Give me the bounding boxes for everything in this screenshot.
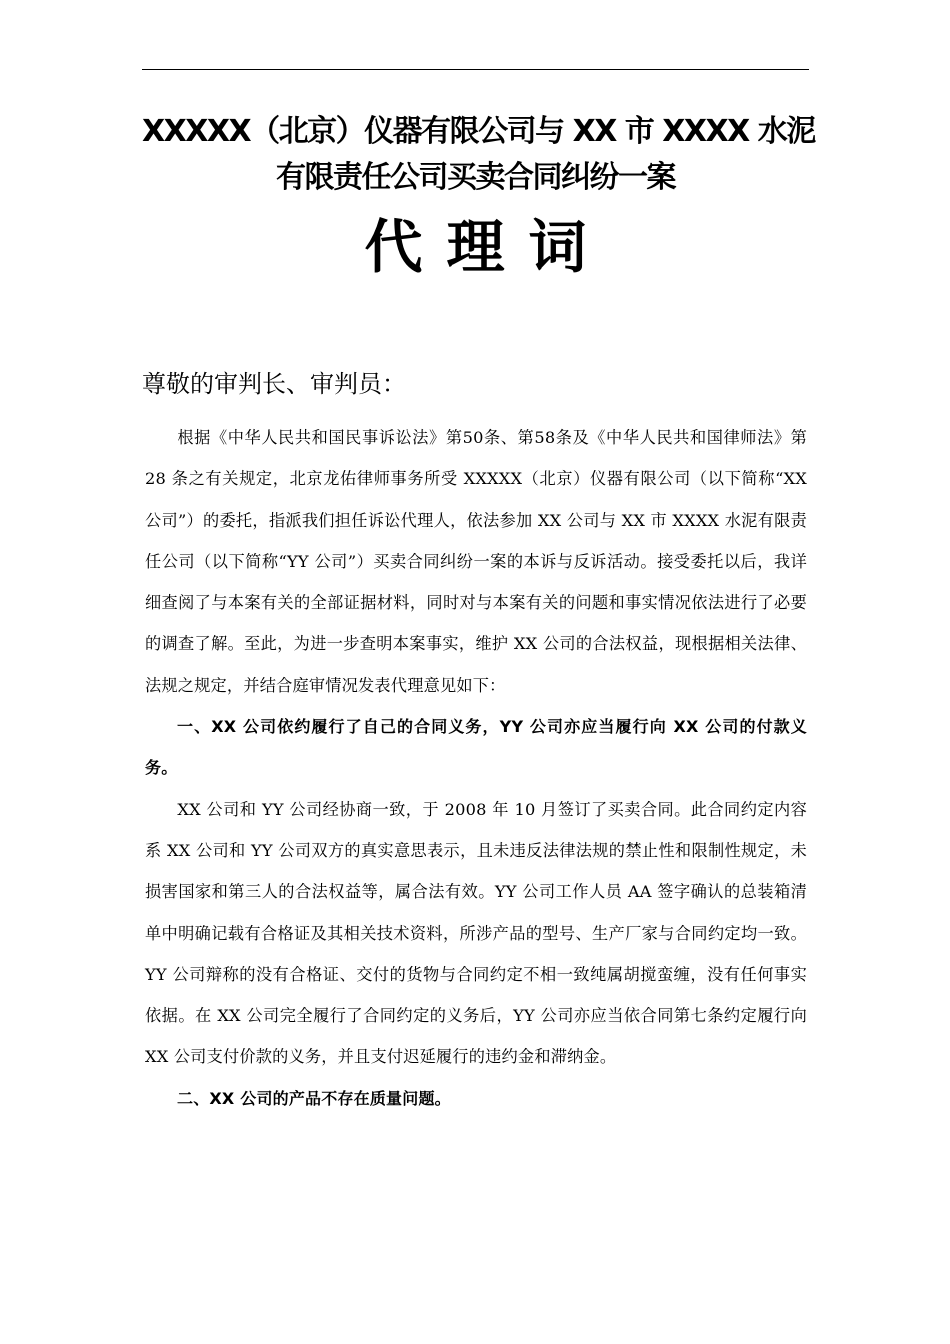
- case-title-line-1: XXXXX（北京）仪器有限公司与 XX 市 XXXX 水泥: [142, 114, 815, 149]
- salutation: 尊敬的审判长、审判员：: [142, 370, 406, 398]
- header-rule: [142, 69, 809, 70]
- paragraph-intro: 根据《中华人民共和国民事诉讼法》第50条、第58条及《中华人民共和国律师法》第 28 条之有关规定，北京龙佑律师事务所受 XXXXX（北京）仪器有限公司（以下简称“XX 公司”）的委托，指派我们担任诉讼代理人，依法参加 XX 公司与 XX 市 XXXX 水泥有限责任公司（以下简称“YY 公司”）买卖合同纠纷一案的本诉与反诉活动。接受委托以后，我详细查阅了与本案有关的全部证据材料，同时对与本案有关的问题和事实情况依法进行了必要的调查了解。至此，为进一步查明本案事实，维护 XX 公司的合法权益，现根据相关法律、法规之规定，并结合庭审情况发表代理意见如下：: [145, 428, 807, 695]
- section-heading-2: 二、XX 公司的产品不存在质量问题。: [177, 1088, 451, 1108]
- document-body: [145, 417, 807, 1119]
- document-heading: 代理词: [364, 213, 611, 281]
- section-heading-1: 一、XX 公司依约履行了自己的合同义务，YY 公司亦应当履行向 XX 公司的付款义务。: [145, 717, 807, 778]
- paragraph-section-1: XX 公司和 YY 公司经协商一致，于 2008 年 10 月签订了买卖合同。此合同约定内容系 XX 公司和 YY 公司双方的真实意思表示，且未违反法律法规的禁止性和限制性规定，未损害国家和第三人的合法权益等，属合法有效。YY 公司工作人员 AA 签字确认的总装箱清单中明确记载有合格证及其相关技术资料，所涉产品的型号、生产厂家与合同约定均一致。YY 公司辩称的没有合格证、交付的货物与合同约定不相一致纯属胡搅蛮缠，没有任何事实依据。在 XX 公司完全履行了合同约定的义务后，YY 公司亦应当依合同第七条约定履行向 XX 公司支付价款的义务，并且支付迟延履行的违约金和滞纳金。: [145, 799, 807, 1067]
- case-title-line-2: 有限责任公司买卖合同纠纷一案: [276, 160, 675, 195]
